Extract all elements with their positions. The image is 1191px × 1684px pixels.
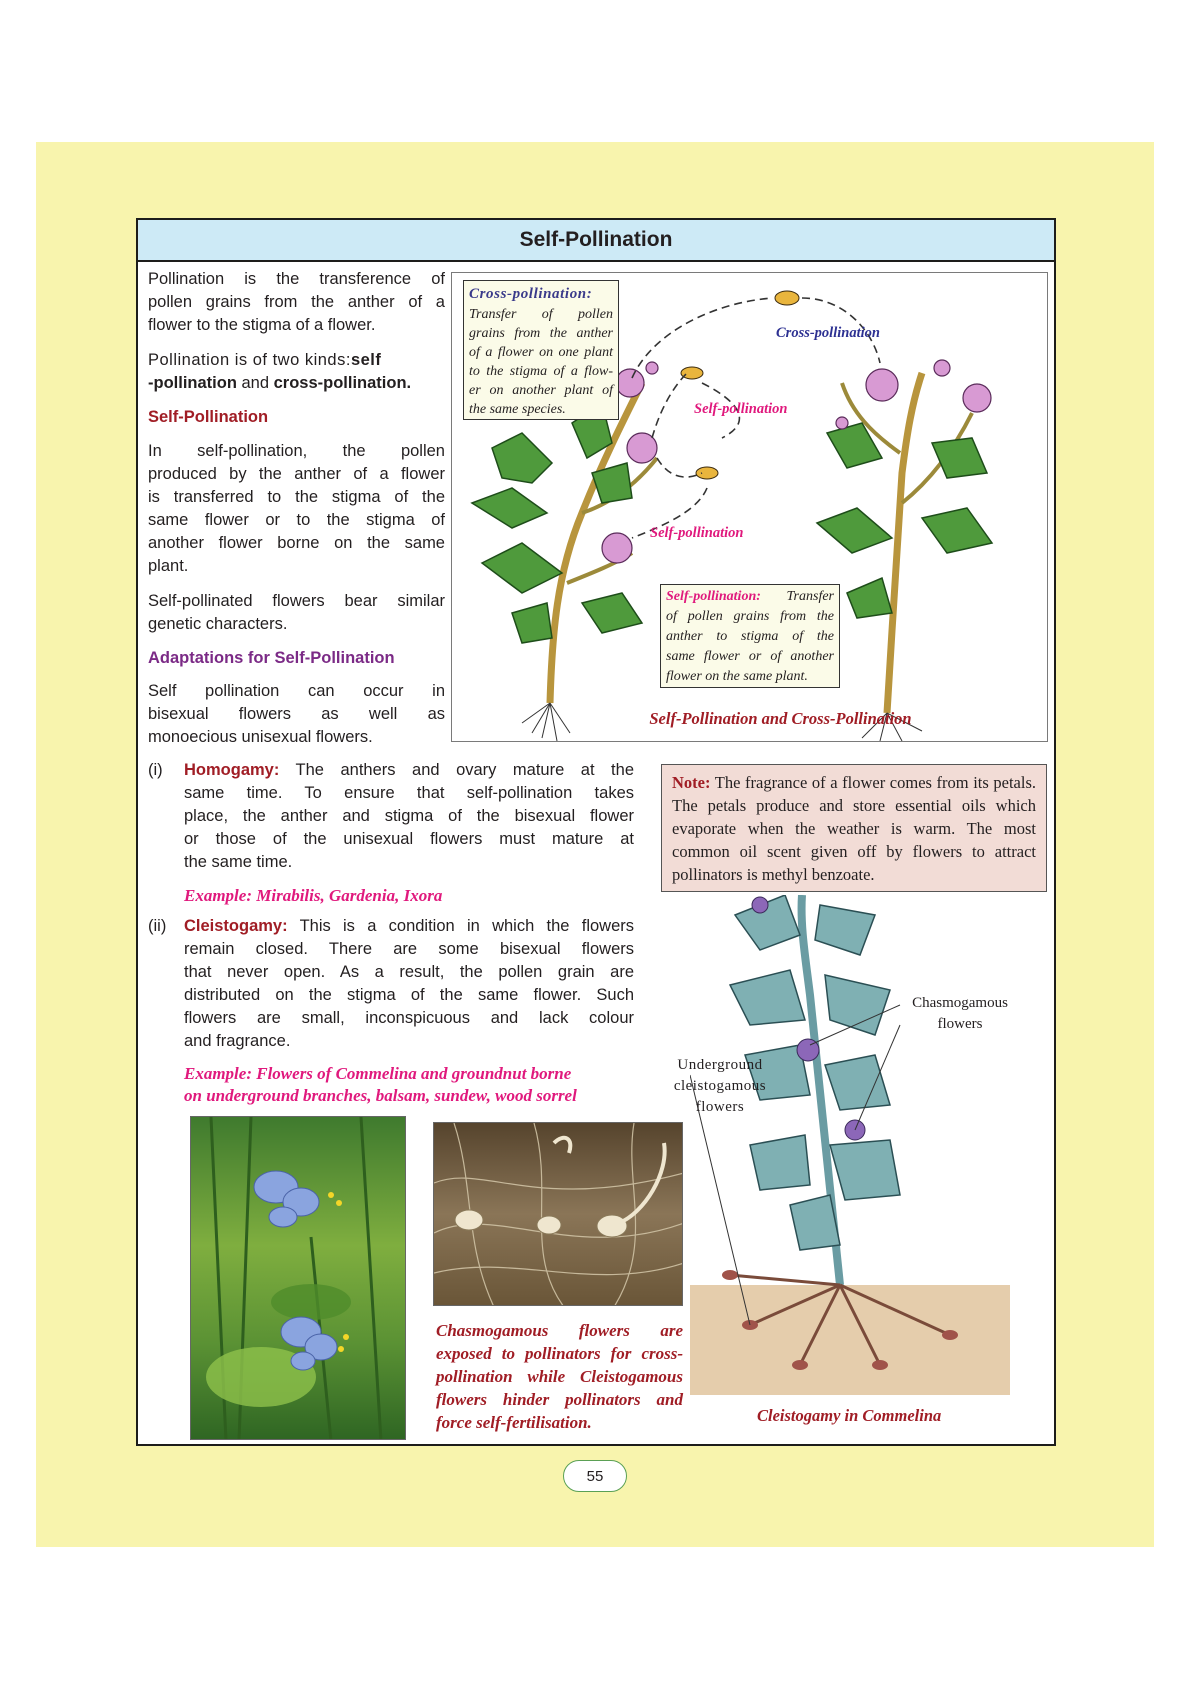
page-title: Self-Pollination bbox=[138, 220, 1054, 262]
commelina-drawing bbox=[690, 895, 1020, 1435]
homogamy-line: the same time. bbox=[184, 853, 293, 871]
adaptations-heading: Adaptations for Self-Pollination bbox=[148, 649, 395, 667]
homogamy-number: (i) bbox=[148, 761, 163, 779]
homogamy-line: place, the anther and stigma of the bisexual flower bbox=[184, 807, 634, 825]
kinds-line-2: -pollination and cross-pollination. bbox=[148, 374, 412, 392]
genetic-line-1: Self-pollinated flowers bear similar bbox=[148, 592, 445, 610]
photo-caption: Chasmogamous flowers are exposed to pollinators for cross- pollination while Cleistogamous flowers hinder pollinators and force self-fertilisation. bbox=[436, 1321, 683, 1432]
adaptations-line: Self pollination can occur in bbox=[148, 682, 445, 700]
cleistogamy-line: and fragrance. bbox=[184, 1032, 291, 1050]
self-line: produced by the anther of a flower bbox=[148, 465, 445, 483]
cross-pollination-definition: Cross-pollination: Transfer of pollen grains from the anther of a flower on one plant to the stigma of a flow- er on another plant of the same species. bbox=[463, 280, 619, 420]
underground-flowers-photo bbox=[433, 1122, 683, 1306]
genetic-line-2: genetic characters. bbox=[148, 615, 288, 633]
self-line: same flower or to the stigma of bbox=[148, 511, 445, 529]
self-pollination-definition: Self-pollination: Transfer of pollen grains from the anther to stigma of the same flower or of another flower on the same plant. bbox=[660, 584, 840, 688]
page-number: 55 bbox=[563, 1460, 627, 1492]
self-line: another flower borne on the same bbox=[148, 534, 445, 552]
commelina-illustration bbox=[690, 895, 1020, 1435]
intro-line-1: Pollination is the transference of bbox=[148, 270, 445, 288]
cleistogamy-line: that never open. As a result, the pollen grain are bbox=[184, 963, 634, 981]
self-line: is transferred to the stigma of the bbox=[148, 488, 445, 506]
note-box: Note: The fragrance of a flower comes from its petals. The petals produce and store essential oils which evaporate when the weather is warm. The most common oil scent given off by flowers to attract pollinators is methyl benzoate. bbox=[661, 764, 1047, 892]
commelina-flower-photo bbox=[190, 1116, 406, 1440]
intro-line-3: flower to the stigma of a flower. bbox=[148, 316, 376, 334]
cleistogamy-line-1: Cleistogamy: This is a condition in which the flowers bbox=[184, 917, 634, 935]
diagram-caption: Self-Pollination and Cross-Pollination bbox=[649, 709, 912, 728]
underground-roots-image bbox=[434, 1123, 683, 1306]
commelina-caption: Cleistogamy in Commelina bbox=[757, 1406, 942, 1425]
intro-line-2: pollen grains from the anther of a bbox=[148, 293, 445, 311]
bee-illustrations bbox=[681, 291, 799, 479]
self-pollination-heading: Self-Pollination bbox=[148, 408, 269, 426]
adaptations-line: monoecious unisexual flowers. bbox=[148, 728, 373, 746]
homogamy-example: Example: Mirabilis, Gardenia, Ixora bbox=[184, 886, 443, 905]
self-pollination-label-1: Self-pollination bbox=[694, 401, 788, 417]
pollination-diagram bbox=[451, 272, 1048, 742]
self-line: In self-pollination, the pollen bbox=[148, 442, 445, 460]
homogamy-line-1: Homogamy: The anthers and ovary mature at the bbox=[184, 761, 634, 779]
cleistogamy-number: (ii) bbox=[148, 917, 167, 935]
commelina-flower-image bbox=[191, 1117, 406, 1440]
right-plant-illustration bbox=[817, 360, 992, 741]
homogamy-line: same time. To ensure that self-pollination takes bbox=[184, 784, 634, 802]
cleistogamy-example: Example: Flowers of Commelina and groundnut borne on underground branches, balsam, sundew, wood sorrel bbox=[184, 1064, 577, 1105]
cleistogamy-line: flowers are small, inconspicuous and lack colour bbox=[184, 1009, 634, 1027]
self-pollination-label-2: Self-pollination bbox=[650, 525, 744, 541]
cross-pollination-label: Cross-pollination bbox=[776, 325, 880, 341]
chasmogamous-label: Chasmogamous flowers bbox=[912, 995, 1008, 1032]
cleistogamy-line: distributed on the stigma of the same flower. Such bbox=[184, 986, 634, 1004]
homogamy-line: or those of the unisexual flowers must mature at bbox=[184, 830, 634, 848]
adaptations-line: bisexual flowers as well as bbox=[148, 705, 445, 723]
kinds-line-1: Pollination is of two kinds:self bbox=[148, 351, 382, 369]
cleistogamy-line: remain closed. There are some bisexual flowers bbox=[184, 940, 634, 958]
self-line: plant. bbox=[148, 557, 189, 575]
underground-label: Underground cleistogamous flowers bbox=[673, 1057, 767, 1115]
